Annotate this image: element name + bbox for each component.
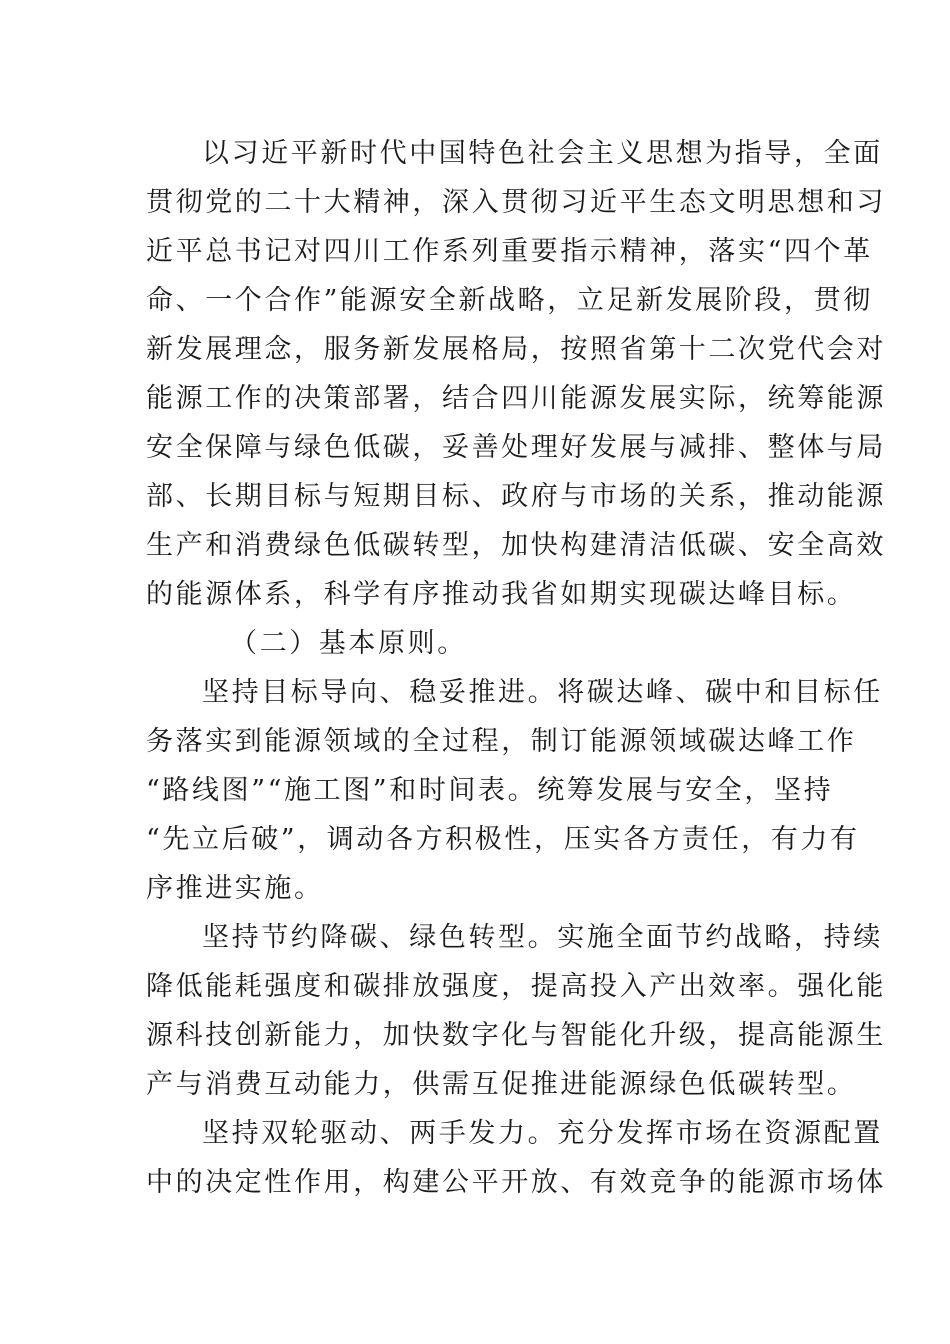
paragraph-line: 产与消费互动能力，供需互促推进能源绿色低碳转型。 [146, 1069, 857, 1100]
paragraph-line: 的能源体系，科学有序推动我省如期实现碳达峰目标。 [146, 579, 857, 610]
paragraph-line: 生产和消费绿色低碳转型，加快构建清洁低碳、安全高效 [146, 530, 886, 561]
paragraph-line: 坚持目标导向、稳妥推进。将碳达峰、碳中和目标任 [202, 677, 883, 708]
paragraph-dual-drive [146, 1109, 886, 1207]
paragraph-line: 能源工作的决策部署，结合四川能源发展实际，统筹能源 [146, 383, 886, 414]
document-body [146, 129, 886, 1207]
paragraph-energy-saving [146, 913, 886, 1109]
paragraph-line: 源科技创新能力，加快数字化与智能化升级，提高能源生 [146, 1020, 886, 1051]
section-heading: （二）基本原则。 [230, 628, 467, 659]
paragraph-goal-oriented [146, 668, 883, 913]
paragraph-line: 贯彻党的二十大精神，深入贯彻习近平生态文明思想和习 [146, 187, 886, 218]
paragraph-line: 中的决定性作用，构建公平开放、有效竞争的能源市场体 [146, 1167, 886, 1198]
paragraph-guiding-ideology [146, 129, 886, 619]
paragraph-line: 坚持节约降碳、绿色转型。实施全面节约战略，持续 [202, 922, 883, 953]
paragraph-line: 命、一个合作”能源安全新战略，立足新发展阶段，贯彻 [146, 285, 873, 316]
paragraph-line: 近平总书记对四川工作系列重要指示精神，落实“四个革 [146, 236, 873, 267]
paragraph-line: “先立后破”，调动各方积极性，压实各方责任，有力有 [146, 824, 860, 855]
paragraph-line: 务落实到能源领域的全过程，制订能源领域碳达峰工作 [146, 726, 857, 757]
paragraph-line: 以习近平新时代中国特色社会主义思想为指导，全面 [202, 138, 883, 169]
paragraph-line: “路线图”“施工图”和时间表。统筹发展与安全，坚持 [146, 775, 834, 806]
paragraph-line: 部、长期目标与短期目标、政府与市场的关系，推动能源 [146, 481, 886, 512]
paragraph-line: 安全保障与绿色低碳，妥善处理好发展与减排、整体与局 [146, 432, 886, 463]
paragraph-line: 新发展理念，服务新发展格局，按照省第十二次党代会对 [146, 334, 886, 365]
paragraph-line: 降低能耗强度和碳排放强度，提高投入产出效率。强化能 [146, 971, 886, 1002]
paragraph-line: 序推进实施。 [146, 873, 324, 904]
paragraph-line: 坚持双轮驱动、两手发力。充分发挥市场在资源配置 [202, 1118, 883, 1149]
